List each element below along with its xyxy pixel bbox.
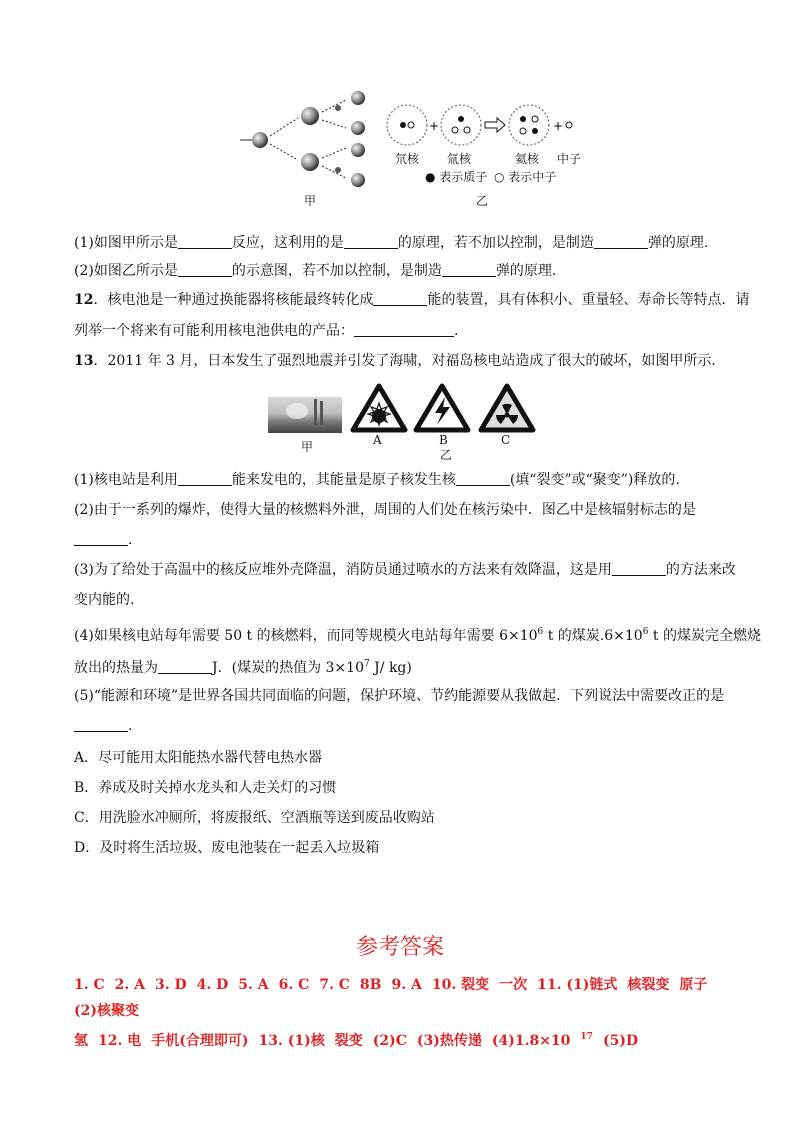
answer-item: 1. C [74,977,105,993]
q12-line1: 12．核电池是一种通过换能器将核能最终转化成 能的装置，具有体积小、重量轻、寿命长等特点．请 [74,292,750,308]
sign-label-b: B [439,433,448,447]
q13-part3a: (3)为了给处于高温中的核反应堆外壳降温，消防员通过喷水的方法来有效降温，这是用 的方法来改 [74,562,736,578]
svg-text:+: + [429,119,440,133]
answer-item: (3)热传递 [416,1033,482,1049]
answer-item: 17 [580,1032,593,1042]
answer-item: 6. C [278,977,310,993]
answer-item: 核裂变 [627,977,670,993]
legend-proton: ● 表示质子 [425,170,488,184]
answers-line-2 [74,1024,734,1054]
q13-part4a: (4)如果核电站每年需要 50 t 的核燃料，而同等规模火电站每年需要 $6\times 10^6$ t 的煤炭$.6\times 10^6$ t 的煤炭完全燃烧 [74,627,761,644]
answer-item: 9. A [391,977,422,993]
fig1-label-yi: 乙 [476,194,489,208]
sign-radiation-icon [478,383,536,433]
q11-part1: (1)如图甲所示是 反应，这利用的是 的原理，若不加以控制，是制造 弹的原理. [74,235,709,251]
answer-item: 4. D [196,977,229,993]
fig2-label-jia: 甲 [301,440,314,454]
answer-item: 手机(合理即可) [151,1033,249,1049]
option-a: A．尽可能用太阳能热水器代替电热水器 [74,750,323,766]
answer-item: 氢 [74,1033,88,1049]
answer-item: 8B [359,977,382,993]
answer-item: (4)1.8×10 [491,1033,571,1049]
option-c: C．用洗脸水冲厕所，将废报纸、空酒瓶等送到废品收购站 [74,810,435,826]
answer-item: (2)核聚变 [74,1003,139,1019]
sign-label-a: A [373,433,382,447]
fig2-label-yi: 乙 [440,448,453,462]
q12-line2: 列举一个将来有可能利用核电池供电的产品： . [74,323,459,339]
q11-part2: (2)如图乙所示是 的示意图，若不加以控制，是制造 弹的原理. [74,263,557,279]
answer-item: 原子 [679,977,708,993]
q13-part4b: 放出的热量为 J．(煤炭的热值为 $3\times 10^7$ J/ kg) [74,659,412,676]
q13-part1: (1)核电站是利用 能来发电的，其能量是原子核发生核 (填“裂变”或“聚变”)释放的. [74,472,680,488]
answer-item: 12. 电 [98,1033,142,1049]
answer-item: 3. D [155,977,187,993]
option-d: D．及时将生活垃圾、废电池装在一起丢入垃圾箱 [74,840,380,856]
answers-line-1 [74,972,734,1024]
answer-item: 13. (1)核 [258,1033,325,1049]
label-tritium: 氚核 [447,152,472,166]
label-deuterium: 氘核 [395,152,420,166]
answer-item: 10. 裂变 [431,977,490,993]
fukushima-photo [268,397,342,433]
answer-item: 11. (1)链式 [537,977,618,993]
q13-part3b: 变内能的. [74,592,135,608]
q13-part2-answer: . [74,530,132,550]
answer-item: 2. A [114,977,145,993]
sign-explosive-icon [350,383,408,433]
q13-part2: (2)由于一系列的爆炸，使得大量的核燃料外泄，周围的人们处在核污染中．图乙中是核辐射标志的是 [74,502,696,518]
option-b: B．养成及时关掉水龙头和人走关灯的习惯 [74,780,337,796]
label-helium: 氦核 [515,152,540,166]
svg-text:+: + [553,119,564,133]
q13-part5-answer: . [74,716,132,736]
answers-block [74,972,734,1054]
sign-label-c: C [501,433,511,447]
label-neutron: 中子 [557,152,582,166]
sign-electric-icon [413,383,471,433]
q13-part5: (5)“能源和环境”是世界各国共同面临的问题，保护环境、节约能源要从我做起．下列说法中需要改正的是 [74,688,725,704]
answer-item: (2)C [372,1033,407,1049]
q13-intro: 13．2011 年 3 月，日本发生了强烈地震并引发了海啸，对福岛核电站造成了很大的破坏，如图甲所示. [74,353,716,369]
answer-item: 7. C [319,977,350,993]
answer-item: 裂变 [334,1033,363,1049]
legend-neutron: ○ 表示中子 [494,170,557,184]
answers-title: 参考答案 [355,935,444,960]
figure-chain-reaction [238,90,378,190]
answer-item: 一次 [499,977,528,993]
answer-item: (5)D [602,1033,639,1049]
answer-item: 5. A [238,977,269,993]
fig1-label-jia: 甲 [304,194,317,208]
